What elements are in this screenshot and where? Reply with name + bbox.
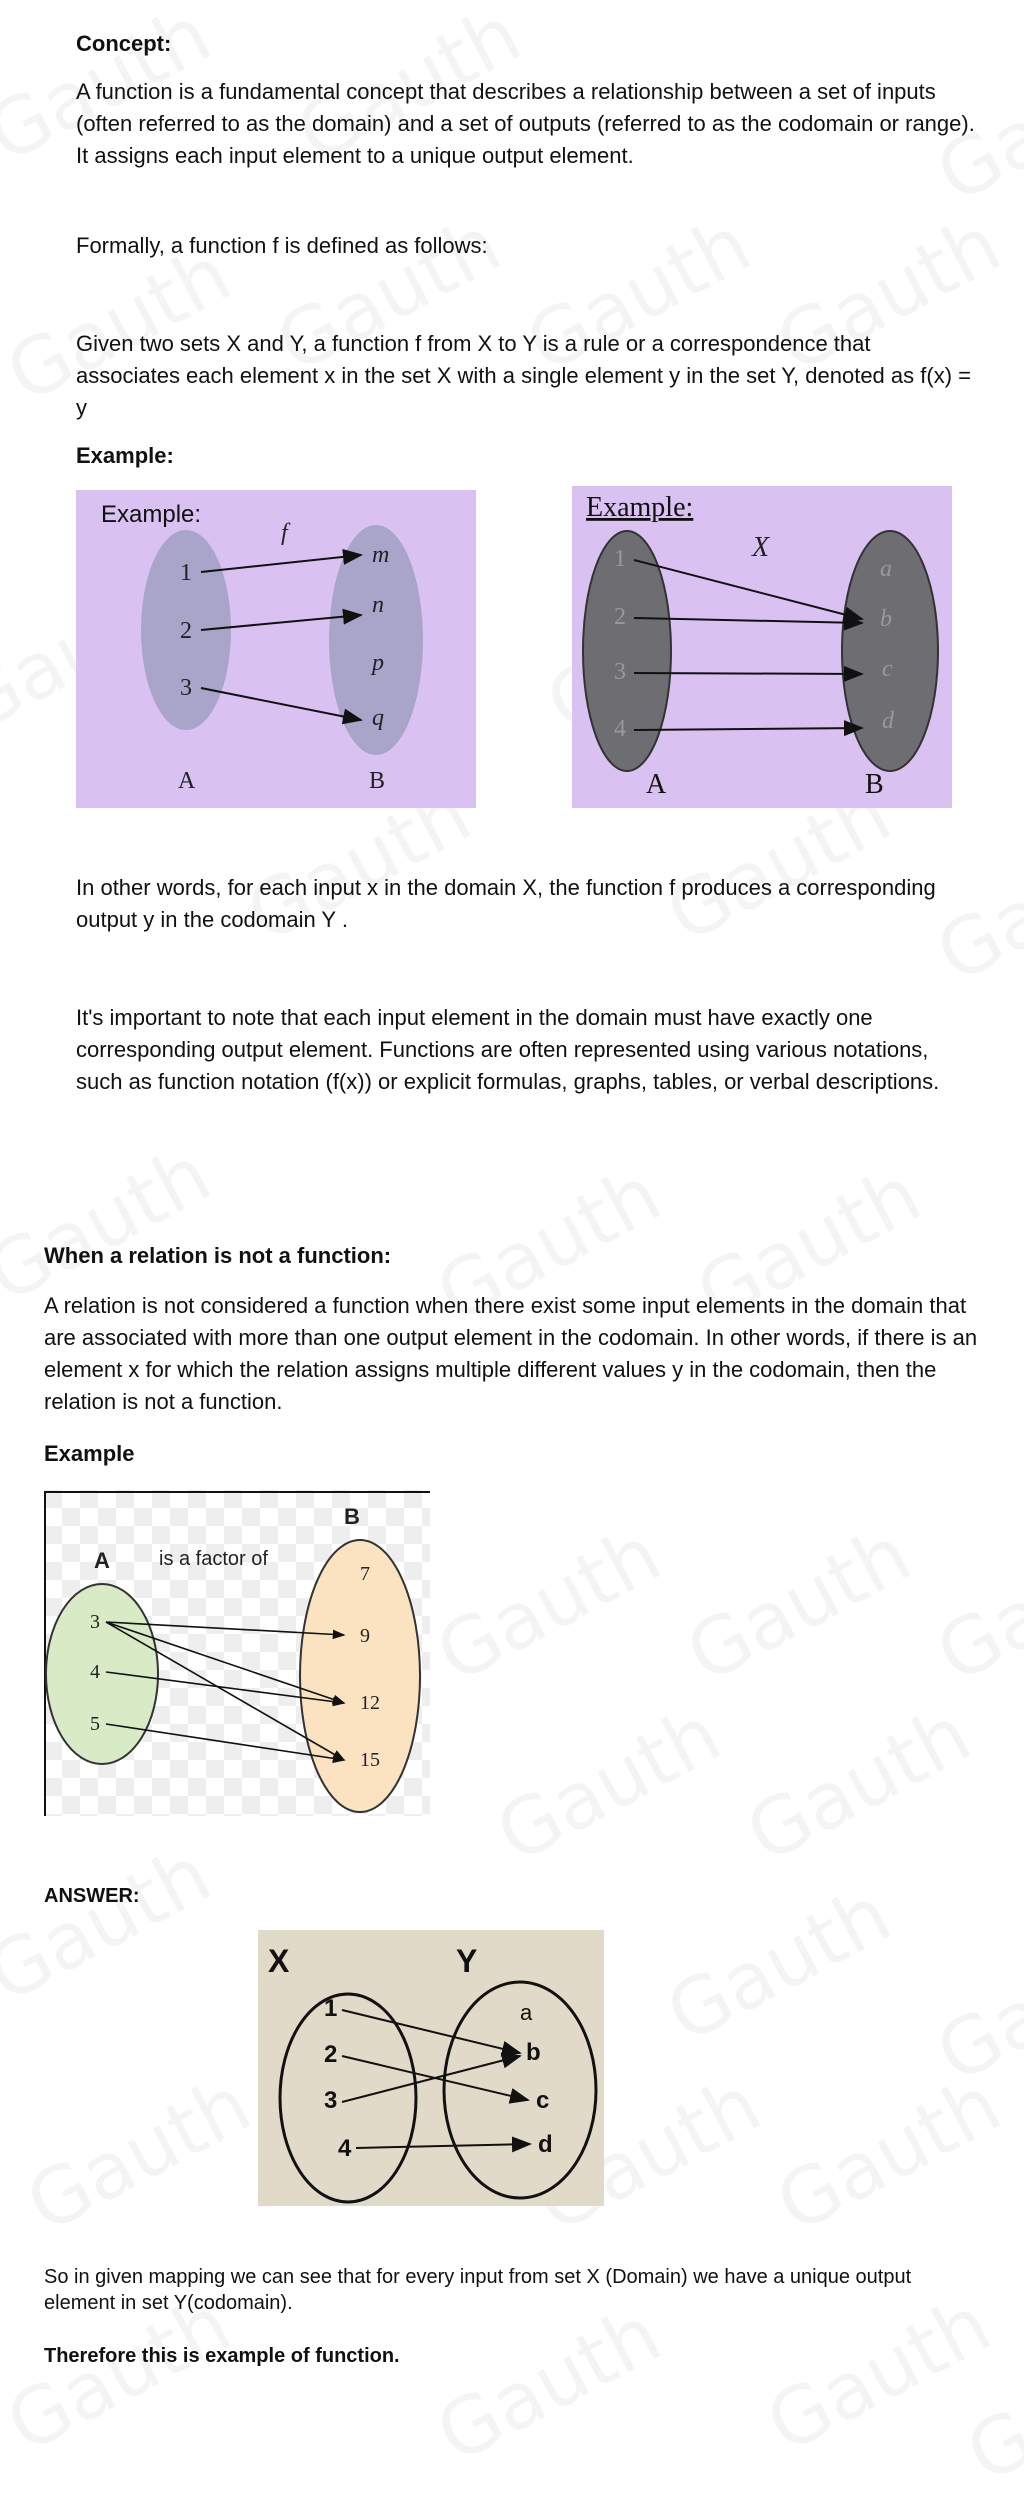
codomain-item: a	[520, 2000, 533, 2025]
answer-explanation: So in given mapping we can see that for every input from set X (Domain) we have a unique output element in set Y(codomain).	[44, 2266, 912, 2314]
domain-item: 3	[324, 2087, 338, 2114]
codomain-item: 9	[360, 1625, 370, 1647]
codomain-item: b	[880, 606, 892, 632]
domain-label: A	[178, 768, 196, 794]
answer-x-label: X	[268, 1943, 290, 1979]
mapping-arrow	[356, 2144, 530, 2148]
domain-item: 5	[90, 1713, 100, 1735]
domain-item: 1	[324, 1995, 338, 2022]
codomain-item: m	[372, 542, 390, 568]
codomain-item: q	[372, 705, 384, 731]
definition-intro: Formally, a function f is defined as follows:	[76, 233, 488, 258]
important-note-paragraph: It's important to note that each input element in the domain must have exactly one corresponding output element. Functions are often represented using various notations, such as function notation (f(x)) or explicit formulas, graphs, tables, or verbal descriptions.	[76, 1005, 940, 1094]
answer-conclusion: Therefore this is example of function.	[44, 2345, 400, 2367]
other-words-paragraph: In other words, for each input x in the domain X, the function f produces a corresponding output y in the codomain Y .	[76, 875, 936, 932]
answer-figure	[258, 1930, 604, 2206]
example-heading: Example:	[76, 443, 174, 468]
mapping-arrow	[342, 2010, 520, 2053]
not-function-heading: When a relation is not a function:	[44, 1243, 392, 1268]
domain-item: 4	[614, 716, 626, 742]
set-a-shape	[46, 1584, 158, 1764]
mapping-arrow	[201, 555, 361, 572]
figure2-title: Example:	[586, 492, 694, 523]
domain-item: 1	[614, 546, 626, 572]
domain-item: 4	[90, 1661, 100, 1683]
concept-heading: Concept:	[76, 31, 172, 56]
domain-item: 1	[180, 560, 192, 586]
set-a-label: A	[94, 1548, 110, 1573]
codomain-label: B	[369, 768, 386, 794]
relation-label: is a factor of	[159, 1548, 268, 1570]
codomain-item: b	[526, 2039, 541, 2066]
answer-heading: ANSWER:	[44, 1885, 140, 1907]
domain-item: 2	[180, 618, 192, 644]
example-figure-1	[76, 490, 476, 808]
mapping-arrow	[634, 673, 862, 674]
example-figure-2	[572, 486, 952, 808]
domain-item: 3	[614, 659, 626, 685]
domain-label: A	[646, 769, 667, 800]
codomain-item: a	[880, 556, 892, 582]
answer-diagram	[258, 1930, 604, 2206]
set-b-label: B	[344, 1504, 360, 1529]
codomain-item: d	[882, 708, 894, 734]
relation-figure	[44, 1490, 430, 1816]
domain-item: 2	[614, 604, 626, 630]
definition-paragraph: Given two sets X and Y, a function f from X to Y is a rule or a correspondence that associates each element x in the set X with a single element y in the set Y, denoted as f(x) = y	[76, 331, 971, 420]
domain-item: 2	[324, 2041, 338, 2068]
relation-diagram	[44, 1490, 430, 1816]
mapping-diagram-2	[572, 486, 952, 808]
answer-y-label: Y	[456, 1943, 478, 1979]
not-function-example-heading: Example	[44, 1441, 135, 1466]
codomain-item: c	[882, 656, 893, 682]
domain-item: 3	[180, 675, 192, 701]
codomain-item: 12	[360, 1692, 380, 1714]
function-label: f	[281, 520, 288, 546]
codomain-item: 7	[360, 1563, 370, 1585]
domain-item: 4	[338, 2135, 352, 2162]
x-label: X	[752, 532, 770, 563]
concept-paragraph: A function is a fundamental concept that describes a relationship between a set of inputs (often referred to as the domain) and a set of outputs (referred to as the codomain or range). It assigns each input element to a unique output element.	[76, 79, 975, 168]
codomain-item: p	[372, 650, 384, 676]
codomain-item: c	[536, 2087, 550, 2114]
figure1-title: Example:	[101, 501, 202, 528]
domain-item: 3	[90, 1611, 100, 1633]
codomain-item: 15	[360, 1749, 380, 1771]
mapping-arrow	[634, 728, 862, 730]
domain-set-shape	[280, 1994, 416, 2202]
codomain-label: B	[865, 769, 884, 800]
codomain-item: d	[538, 2131, 553, 2158]
codomain-item: n	[372, 592, 384, 618]
not-function-paragraph: A relation is not considered a function when there exist some input elements in the domain that are associated with more than one output element in the codomain. In other words, if there is an element x for which the relation assigns multiple different values y in the codomain, then the relation is not a function.	[44, 1293, 978, 1414]
mapping-diagram-1	[76, 490, 476, 808]
